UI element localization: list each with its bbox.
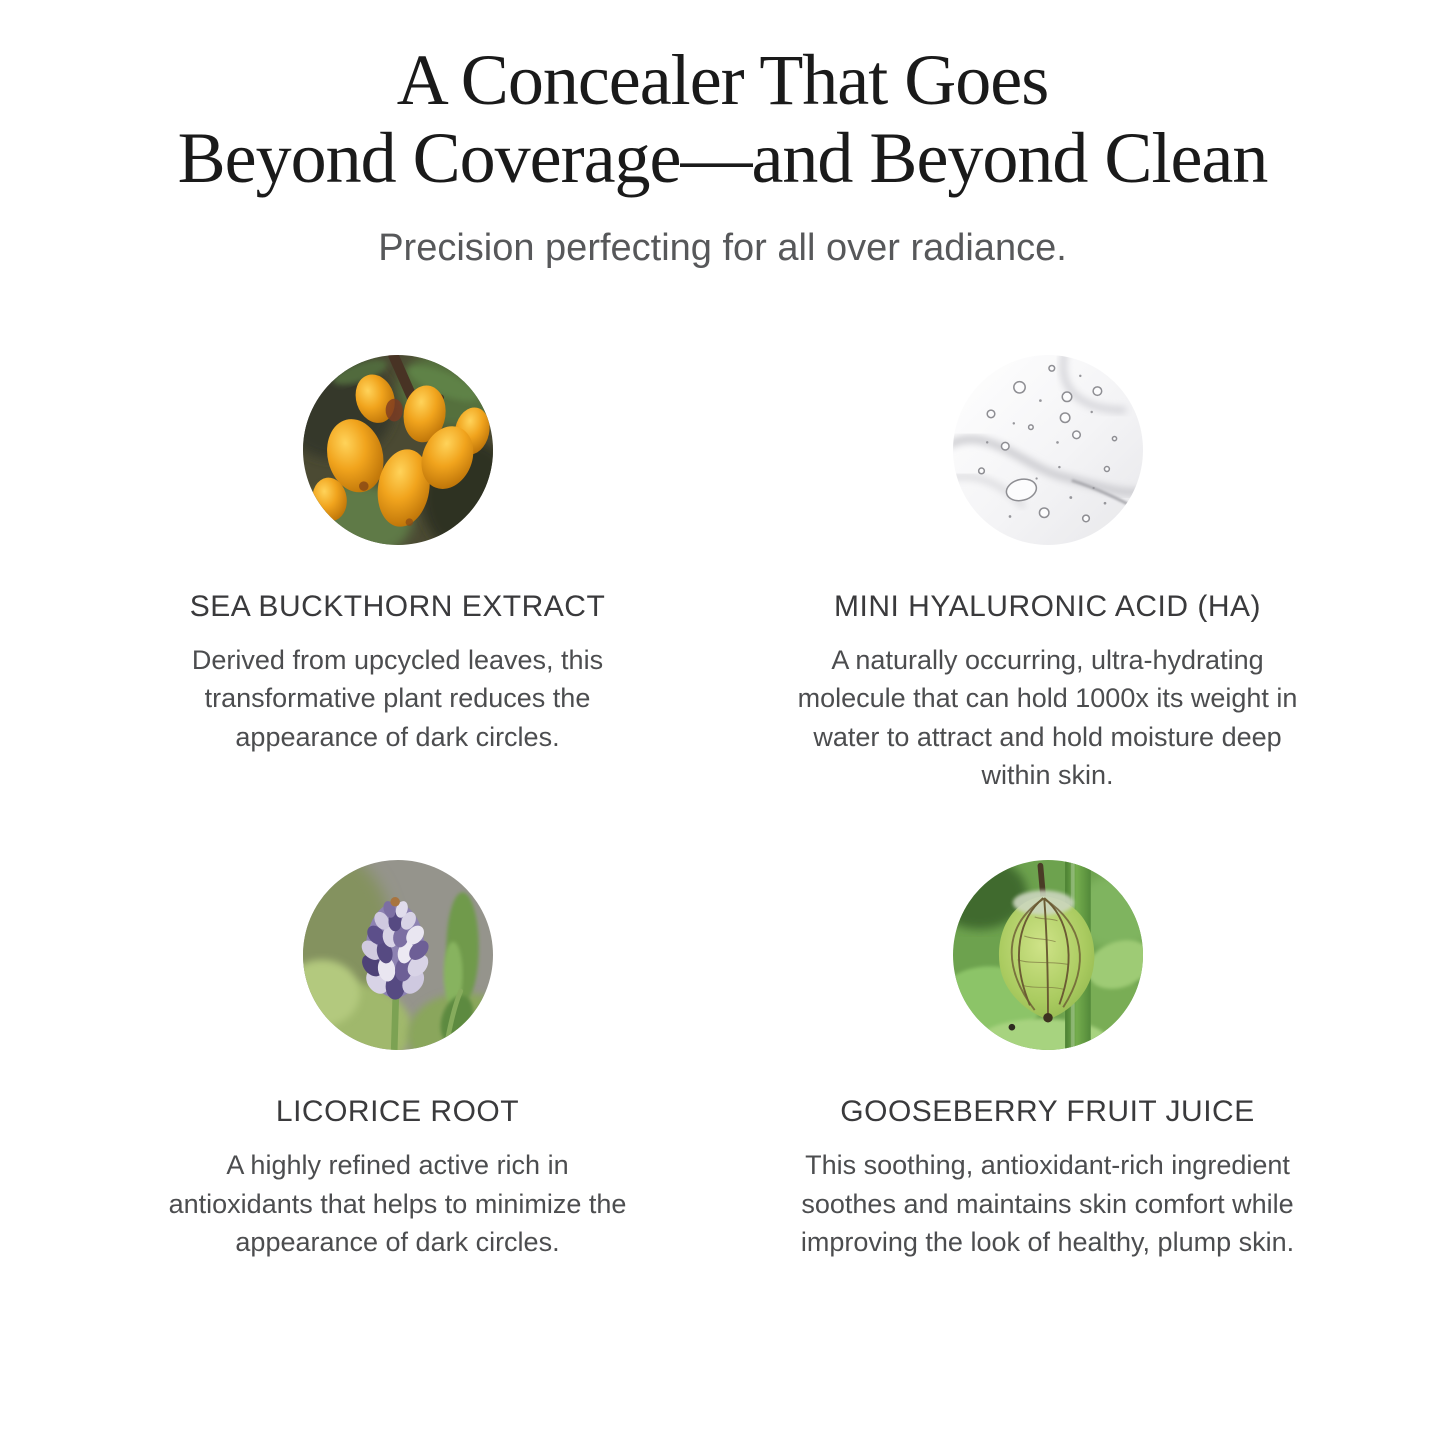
- gooseberry-illustration: [953, 860, 1143, 1050]
- page-header: [0, 0, 1445, 273]
- sea-buckthorn-berries-photo: [303, 355, 493, 545]
- ingredients-grid: [73, 355, 1373, 1261]
- page-subtitle: Precision perfecting for all over radiance.: [378, 226, 1067, 269]
- ingredient-card-gooseberry: [723, 860, 1373, 1261]
- ingredient-card-hyaluronic-acid: [723, 355, 1373, 794]
- page-title-line-2: Beyond Coverage—and Beyond Clean: [177, 117, 1268, 198]
- ingredient-name: MINI HYALURONIC ACID (HA): [834, 589, 1261, 623]
- hyaluronic-acid-gel-photo: [953, 355, 1143, 545]
- page-title-line-1: A Concealer That Goes: [396, 40, 1049, 120]
- ingredient-name: SEA BUCKTHORN EXTRACT: [189, 589, 606, 623]
- ingredient-card-sea-buckthorn: [73, 355, 723, 794]
- ingredient-description: A highly refined active rich in antioxidants that helps to minimize the appearance of dark circles.: [168, 1150, 627, 1257]
- ingredient-name: GOOSEBERRY FRUIT JUICE: [840, 1095, 1255, 1129]
- ingredient-name: LICORICE ROOT: [275, 1095, 520, 1129]
- hyaluronic-acid-illustration: [953, 355, 1143, 545]
- ingredient-description: A naturally occurring, ultra-hydrating molecule that can hold 1000x its weight in water to attract and hold moisture deep within skin.: [797, 644, 1298, 790]
- licorice-root-flower-photo: [303, 860, 493, 1050]
- ingredient-card-licorice-root: [73, 860, 723, 1261]
- sea-buckthorn-illustration: [303, 355, 493, 545]
- ingredient-description: This soothing, antioxidant-rich ingredient soothes and maintains skin comfort while improving the look of healthy, plump skin.: [800, 1150, 1295, 1257]
- ingredient-description: Derived from upcycled leaves, this transformative plant reduces the appearance of dark circles.: [191, 644, 604, 752]
- licorice-root-illustration: [303, 860, 493, 1050]
- page-title: [0, 42, 1445, 198]
- gooseberry-husk-photo: [953, 860, 1143, 1050]
